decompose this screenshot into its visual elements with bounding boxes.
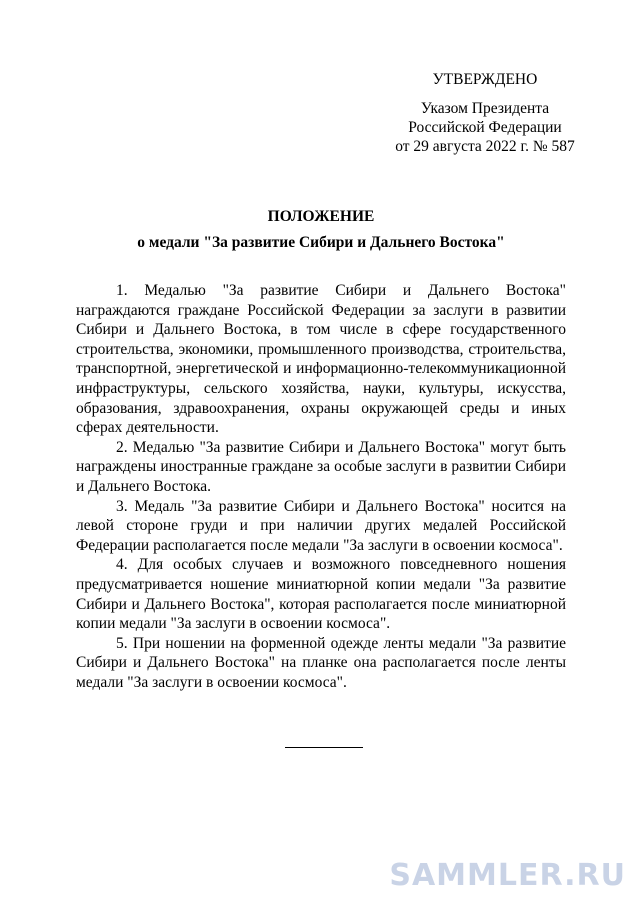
paragraph-1: 1. Медалью "За развитие Сибири и Дальнего Востока" награждаются граждане Российской Федерации за заслуги в развитии Сибири и Дальнего Востока, в том числе в сфере государственного строительства, экономики, промышленного производства, строительства, транспортной, энергетической и информационно-телекоммуникационной инфраструктуры, сельского хозяйства, науки, культуры, искусства, образования, здравоохранения, охраны окружающей среды и иных сферах деятельности. bbox=[76, 282, 566, 437]
end-separator-line bbox=[285, 747, 363, 748]
paragraph-4: 4. Для особых случаев и возможного повседневного ношения предусматривается ношение миниатюрной копии медали "За развитие Сибири и Дальнего Востока", которая располагается после миниатюрной копии медали "За заслуги в освоении космоса". bbox=[76, 556, 566, 633]
approval-line-2: Российской Федерации bbox=[408, 119, 562, 136]
document-subtitle: о медали "За развитие Сибири и Дальнего Востока" bbox=[137, 234, 505, 251]
paragraph-2: 2. Медалью "За развитие Сибири и Дальнего Востока" могут быть награждены иностранные граждане за особые заслуги в развитии Сибири и Дальнего Востока. bbox=[76, 438, 566, 495]
approval-line-3: от 29 августа 2022 г. № 587 bbox=[395, 138, 575, 155]
approval-block bbox=[380, 70, 590, 156]
approval-line-1: Указом Президента bbox=[420, 100, 550, 117]
document-title: ПОЛОЖЕНИЕ bbox=[267, 208, 375, 225]
document-body bbox=[76, 281, 566, 692]
watermark: SAMMLER.RU bbox=[389, 858, 626, 893]
paragraph-5: 5. При ношении на форменной одежде ленты медали "За развитие Сибири и Дальнего Востока" на планке она располагается после ленты медали "За заслуги в освоении космоса". bbox=[76, 634, 566, 691]
document-heading bbox=[76, 207, 566, 253]
approved-label: УТВЕРЖДЕНО bbox=[432, 71, 538, 88]
paragraph-3: 3. Медаль "За развитие Сибири и Дальнего Востока" носится на левой стороне груди и при наличии других медалей Российской Федерации располагается после медали "За заслуги в освоении космоса". bbox=[76, 497, 566, 554]
